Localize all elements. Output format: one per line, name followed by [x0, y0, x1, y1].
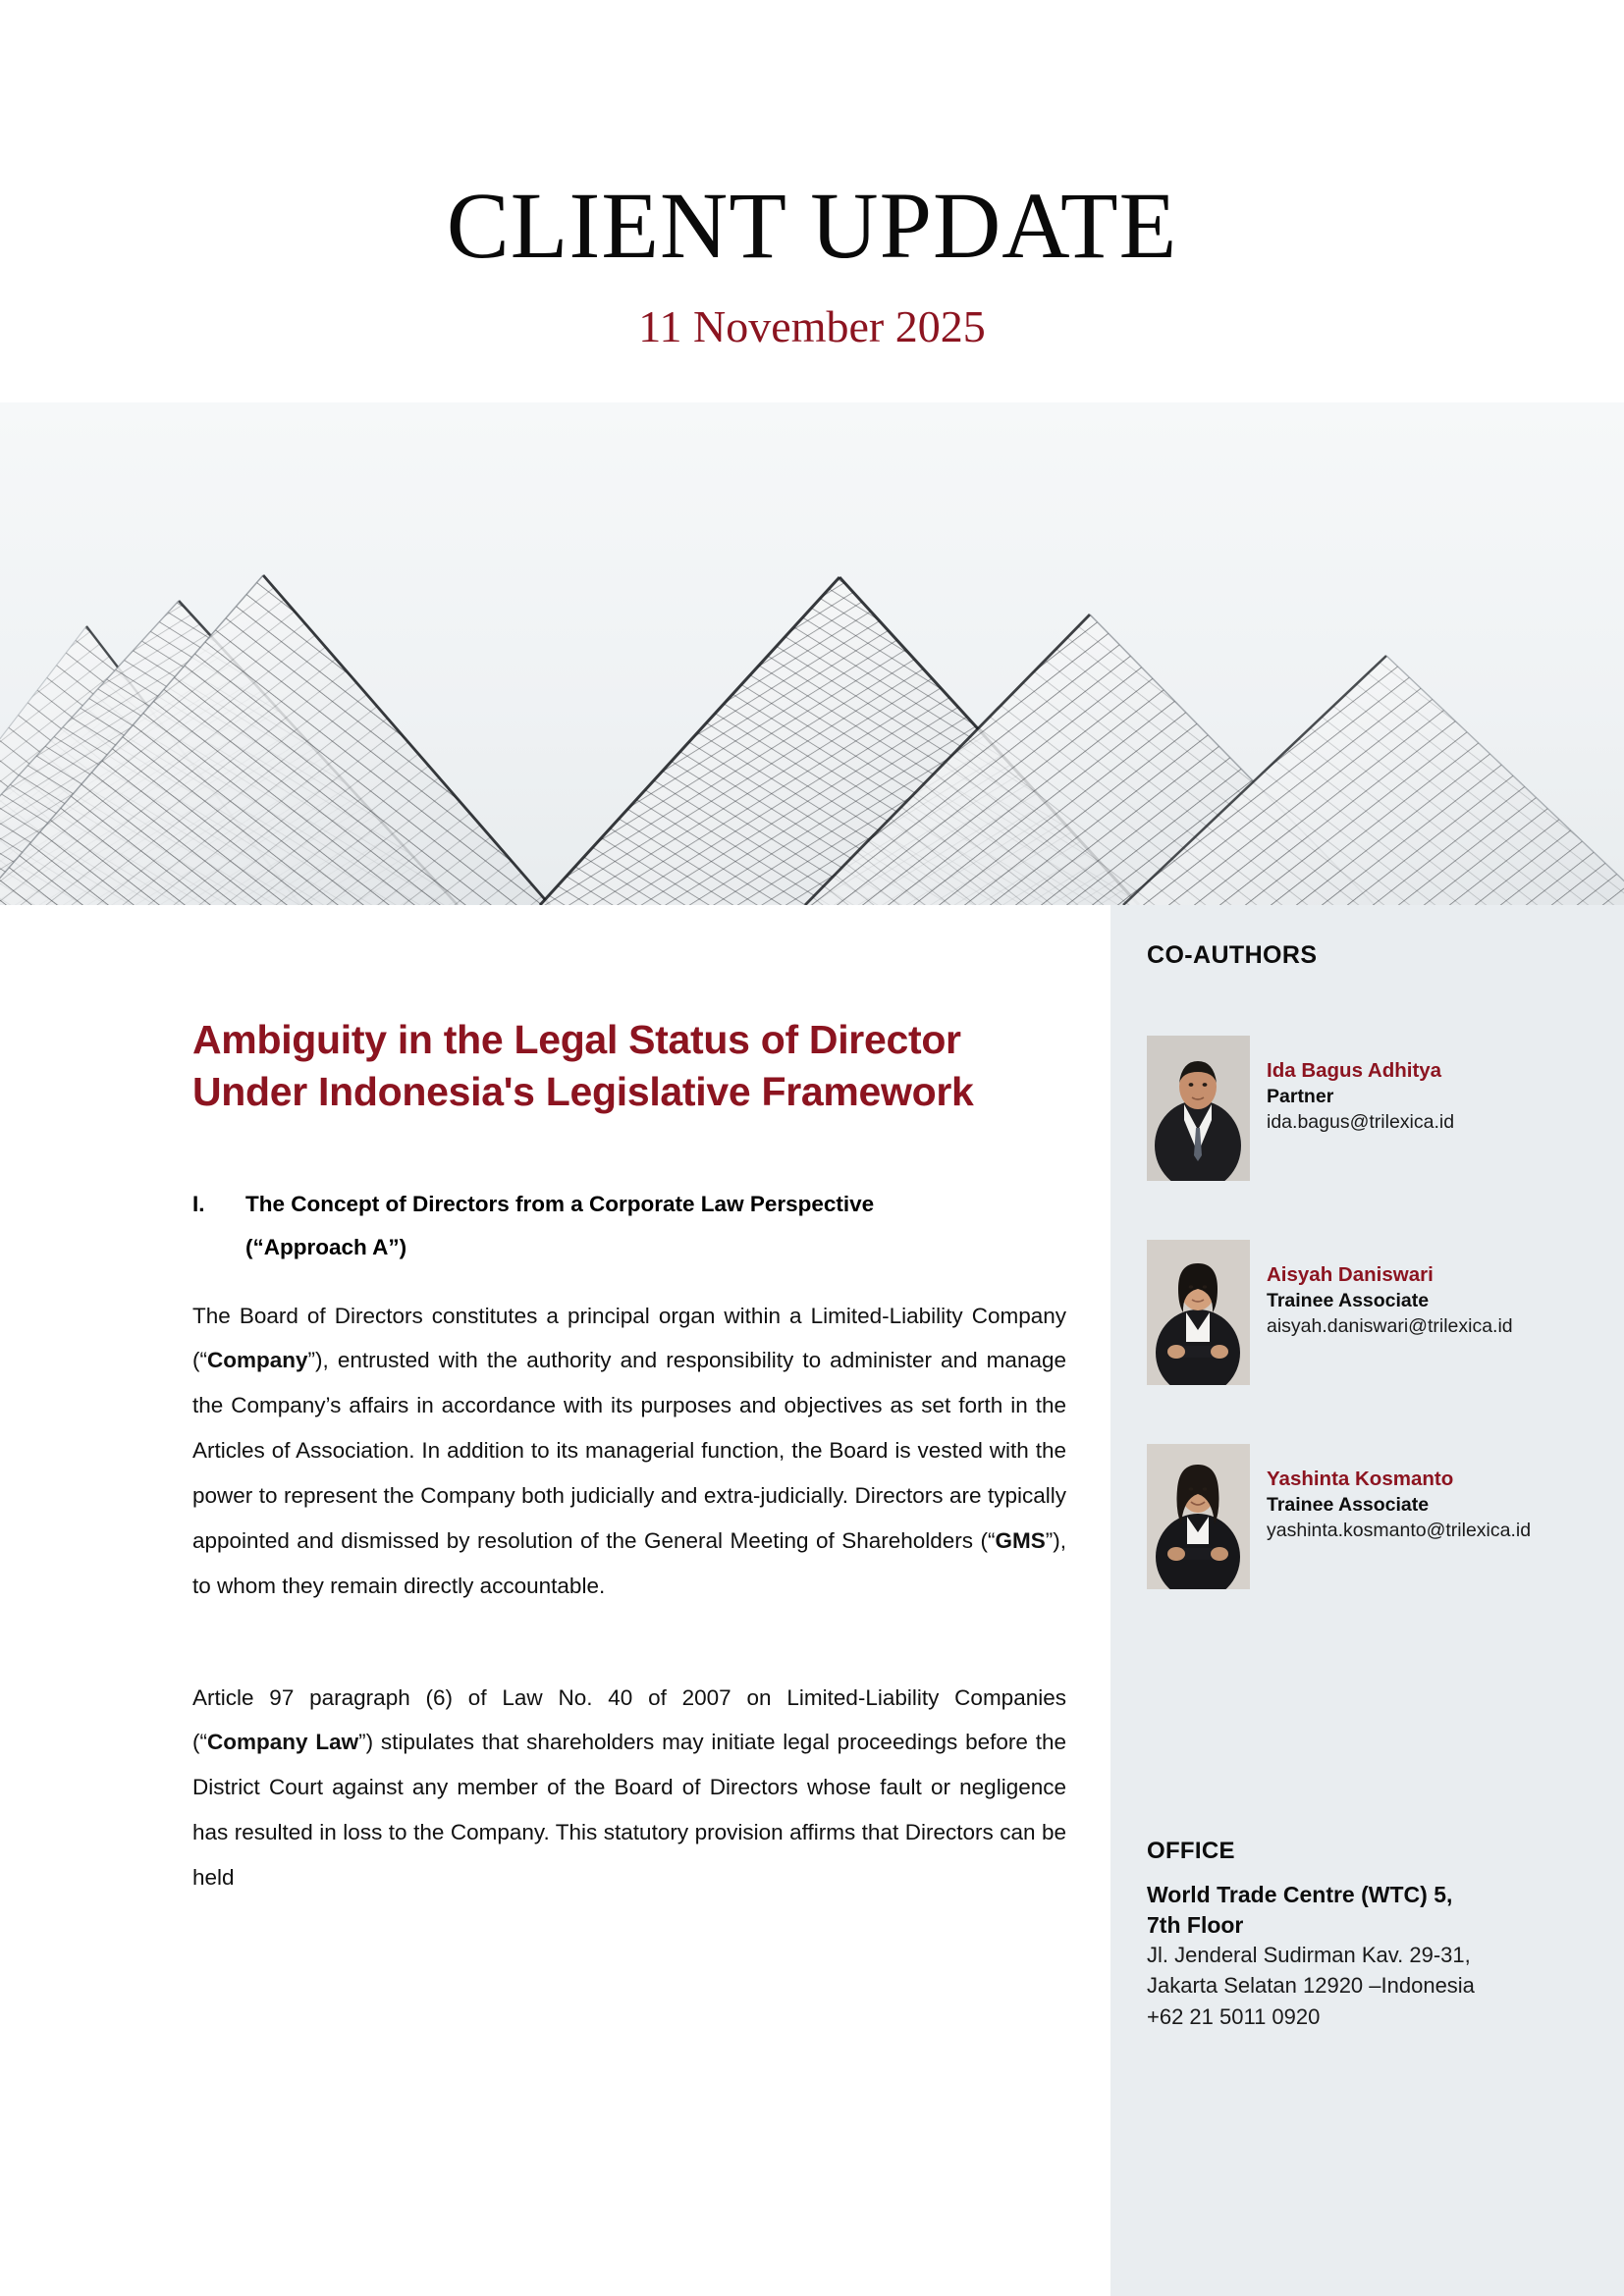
coauthor-role: Trainee Associate	[1267, 1494, 1430, 1517]
section-heading	[192, 1183, 1066, 1269]
portrait-female-blazer-icon	[1147, 1240, 1250, 1385]
coauthor-role: Trainee Associate	[1267, 1290, 1430, 1312]
coauthor-email[interactable]: aisyah.daniswari@trilexica.id	[1267, 1315, 1513, 1338]
portrait-male-suit-icon	[1147, 1036, 1250, 1181]
coauthor-name: Ida Bagus Adhitya	[1267, 1059, 1442, 1082]
office-heading: OFFICE	[1147, 1838, 1235, 1864]
coauthor-name: Yashinta Kosmanto	[1267, 1468, 1454, 1490]
office-city: Jakarta Selatan 12920 –Indonesia	[1147, 1973, 1475, 1999]
paragraph-2	[192, 1676, 1066, 1900]
office-phone[interactable]: +62 21 5011 0920	[1147, 2003, 1321, 2029]
article-title: Ambiguity in the Legal Status of Director Under Indonesia's Legislative Framework	[192, 1017, 974, 1114]
coauthor-email[interactable]: yashinta.kosmanto@trilexica.id	[1267, 1520, 1532, 1542]
coauthor-card	[1147, 1036, 1608, 1181]
paragraph-2-text-a: Article 97 paragraph (6) of Law No. 40 of 2007 on Limited-Liability Companies (“	[192, 1684, 1066, 1755]
section-heading-text: The Concept of Directors from a Corporate Law Perspective	[245, 1192, 875, 1216]
coauthors-heading: CO-AUTHORS	[1147, 941, 1318, 969]
office-street: Jl. Jenderal Sudirman Kav. 29-31,	[1147, 1943, 1471, 1968]
publication-date: 11 November 2025	[638, 301, 986, 351]
office-building-line-2: 7th Floor	[1147, 1911, 1244, 1938]
paragraph-2-text-b: ”) stipulates that shareholders may initiate legal proceedings before the District Court against any member of the Board of Directors whose fault or negligence has resulted in loss to the Company. This statutory provision affirms that Directors can be held	[192, 1730, 1066, 1891]
coauthor-card	[1147, 1444, 1608, 1589]
avatar	[1147, 1240, 1250, 1385]
glass-spires-illustration	[0, 402, 1624, 905]
paragraph-1-text-b: ”), entrusted with the authority and responsibility to administer and manage the Company’s affairs in accordance with its purposes and objectives as set forth in the Articles of Association. In addition to its managerial function, the Board is vested with the power to represent the Company both judicially and extra-judicially. Directors are typically appointed and dismissed by resolution of the General Meeting of Shareholders (“	[192, 1348, 1066, 1553]
section-subheading: (“Approach A”)	[245, 1234, 407, 1259]
masthead	[0, 0, 1624, 402]
section-numeral: I.	[192, 1192, 205, 1216]
term-gms: GMS	[995, 1527, 1046, 1553]
sidebar	[1110, 905, 1624, 2296]
paragraph-1	[192, 1294, 1066, 1609]
portrait-female-blazer-icon	[1147, 1444, 1250, 1589]
coauthor-card	[1147, 1240, 1608, 1385]
article-body	[0, 905, 1110, 2296]
coauthor-details	[1267, 1057, 1608, 1136]
term-company-law: Company Law	[207, 1730, 359, 1755]
coauthor-role: Partner	[1267, 1086, 1334, 1108]
avatar	[1147, 1444, 1250, 1589]
coauthor-details	[1267, 1466, 1608, 1544]
office-address	[1147, 1880, 1598, 2032]
hero-architecture-image	[0, 402, 1624, 905]
coauthor-details	[1267, 1261, 1608, 1340]
coauthor-email[interactable]: ida.bagus@trilexica.id	[1267, 1111, 1455, 1134]
term-company: Company	[207, 1348, 308, 1373]
paragraph-1-text-c: ”), to whom they remain directly accountable.	[192, 1527, 1066, 1598]
office-building-line-1: World Trade Centre (WTC) 5,	[1147, 1882, 1453, 1907]
page-title: CLIENT UPDATE	[446, 173, 1178, 278]
avatar	[1147, 1036, 1250, 1181]
coauthor-name: Aisyah Daniswari	[1267, 1263, 1434, 1286]
paragraph-1-text-a: The Board of Directors constitutes a principal organ within a Limited-Liability Company (“	[192, 1303, 1066, 1373]
